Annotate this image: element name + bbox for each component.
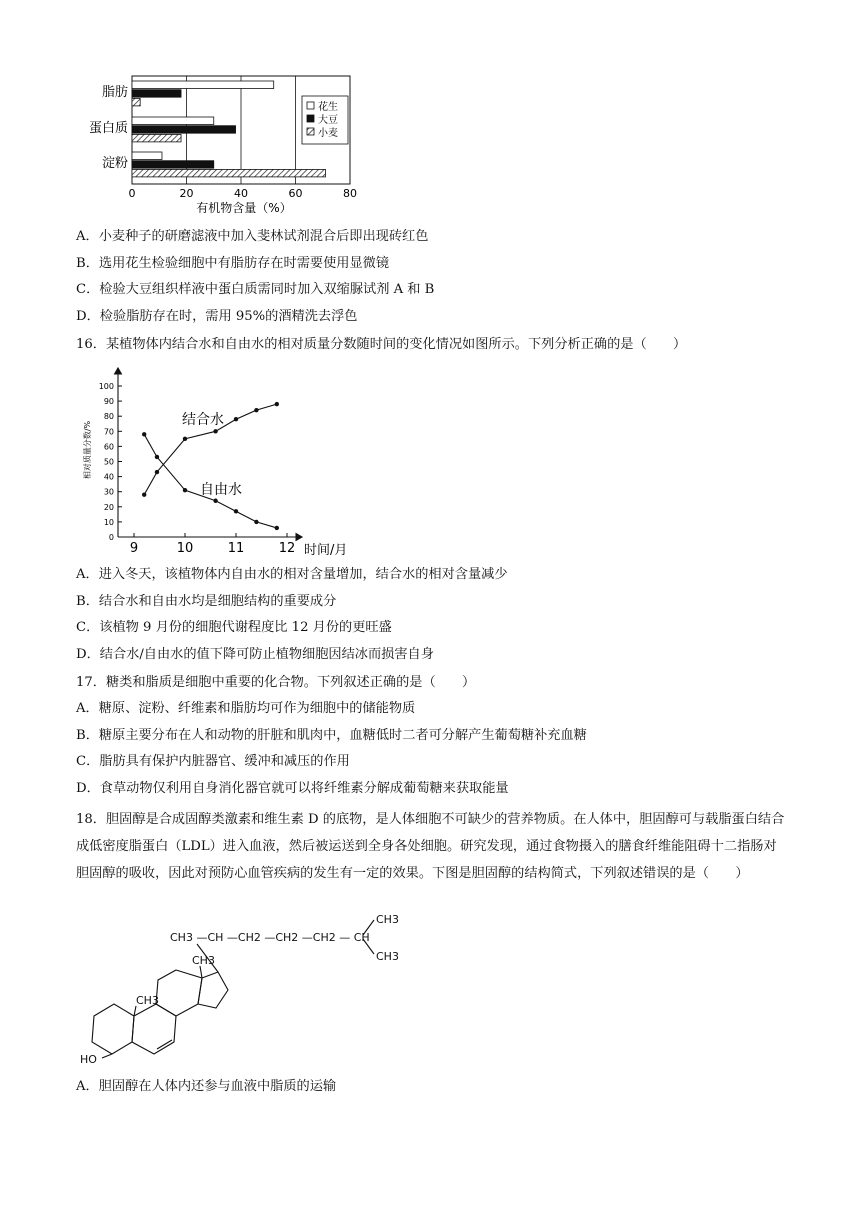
x-axis-label: 时间/月 <box>304 543 348 558</box>
y-tick-label: 100 <box>98 382 114 391</box>
question-16-stem: 16．某植物体内结合水和自由水的相对质量分数随时间的变化情况如图所示。下列分析正确的是（ ） <box>76 337 687 352</box>
q16-option-b: B．结合水和自由水均是细胞结构的重要成分 <box>76 593 337 609</box>
data-point <box>275 526 279 530</box>
bar-花生-蛋白质 <box>132 117 214 125</box>
legend-label: 小麦 <box>318 128 338 139</box>
x-tick-label: 9 <box>129 541 139 556</box>
question-18-text: 18．胆固醇是合成固醇类激素和维生素 D 的底物，是人体细胞不可缺少的营养物质。在人体中，胆固醇可与载脂蛋白结合成低密度脂蛋白（LDL）进入血液，然后被运送到全身各处细胞。研究发现，通过食物摄入的膳食纤维能阻碍十二指肠对胆固醇的吸收，因此对预防心血管疾病的发生有一定的效果。下图是胆固醇的结构简式，下列叙述错误的是（ ） <box>76 812 785 881</box>
y-tick-label: 90 <box>103 397 114 407</box>
legend-label: 花生 <box>318 102 338 113</box>
legend-swatch <box>307 115 314 122</box>
bar-大豆-淀粉 <box>132 161 214 169</box>
data-point <box>142 493 146 497</box>
q15-option-c: C．检验大豆组织样液中蛋白质需同时加入双缩脲试剂 A 和 B <box>76 282 435 298</box>
data-point <box>213 429 217 433</box>
y-tick-label: 50 <box>103 457 114 467</box>
data-point <box>155 470 159 474</box>
q16-option-a: A．进入冬天，该植物体内自由水的相对含量增加，结合水的相对含量减少 <box>76 567 508 582</box>
data-point <box>254 520 258 524</box>
water-content-line-chart <box>76 362 376 560</box>
bar-小麦-脂肪 <box>132 98 140 106</box>
y-tick-label: 10 <box>103 517 114 527</box>
question-18-stem <box>76 806 786 887</box>
category-label: 蛋白质 <box>88 121 128 136</box>
legend <box>302 96 348 144</box>
q15-option-d: D．检验脂肪存在时，需用 95%的酒精洗去浮色 <box>76 308 358 324</box>
q15-option-a: A．小麦种子的研磨滤液中加入斐林试剂混合后即出现砖红色 <box>76 229 429 244</box>
y-tick-label: 30 <box>103 487 114 497</box>
y-tick-label: 70 <box>103 427 114 437</box>
q17-option-a: A．糖原、淀粉、纤维素和脂肪均可作为细胞中的储能物质 <box>76 701 416 716</box>
y-tick-label: 60 <box>103 442 114 452</box>
q18-option-a: A．胆固醇在人体内还参与血液中脂质的运输 <box>76 1079 337 1094</box>
category-label: 淀粉 <box>101 156 128 171</box>
q17-option-b: B．糖原主要分布在人和动物的肝脏和肌肉中，血糖低时二者可分解产生葡萄糖补充血糖 <box>76 727 587 743</box>
legend-swatch <box>307 128 314 135</box>
data-point <box>234 417 238 421</box>
series-label-bound-water: 结合水 <box>182 412 224 428</box>
x-tick-label: 60 <box>288 187 303 200</box>
data-point <box>183 437 187 441</box>
legend-label: 大豆 <box>318 115 338 126</box>
legend-swatch <box>307 102 314 109</box>
x-tick-label: 40 <box>234 187 248 200</box>
q16-option-d: D．结合水/自由水的值下降可防止植物细胞因结冰而损害自身 <box>76 646 434 662</box>
organic-content-bar-chart <box>76 72 376 218</box>
bar-大豆-脂肪 <box>132 90 181 98</box>
y-tick-label: 0 <box>108 533 114 542</box>
side-chain-formula: CH3 —CH —CH2 —CH2 —CH2 — CH <box>170 931 370 944</box>
y-tick-label: 20 <box>103 502 114 512</box>
x-tick-label: 80 <box>343 187 357 200</box>
x-axis-label: 有机物含量（%） <box>196 201 292 215</box>
category-label: 脂肪 <box>101 85 128 100</box>
x-tick-label: 12 <box>278 541 296 556</box>
question-17-stem: 17．糖类和脂质是细胞中重要的化合物。下列叙述正确的是（ ） <box>76 675 476 690</box>
ch3-ring-a-label: CH3 <box>136 994 159 1007</box>
y-tick-label: 80 <box>103 412 114 422</box>
x-tick-label: 0 <box>128 187 136 200</box>
hydroxyl-label: HO <box>80 1053 97 1066</box>
series-label-free-water: 自由水 <box>200 482 242 498</box>
data-point <box>213 499 217 503</box>
bar-小麦-蛋白质 <box>132 134 181 142</box>
data-point <box>275 402 279 406</box>
q17-option-d: D．食草动物仅利用自身消化器官就可以将纤维素分解成葡萄糖来获取能量 <box>76 780 509 796</box>
ch3-ring-d-label: CH3 <box>192 954 215 967</box>
bar-花生-淀粉 <box>132 152 162 160</box>
data-point <box>254 408 258 412</box>
y-tick-label: 40 <box>103 472 114 482</box>
x-tick-label: 20 <box>179 187 194 200</box>
cholesterol-structure-diagram <box>76 908 416 1078</box>
bar-小麦-淀粉 <box>132 169 325 177</box>
data-point <box>155 455 159 459</box>
bar-花生-脂肪 <box>132 81 274 89</box>
y-axis-label: 相对质量分数/% <box>83 420 92 480</box>
data-point <box>183 488 187 492</box>
data-point <box>234 509 238 513</box>
ch3-top-label: CH3 <box>376 913 399 926</box>
x-tick-label: 11 <box>227 541 245 556</box>
x-tick-label: 10 <box>176 541 194 556</box>
q15-option-b: B．选用花生检验细胞中有脂肪存在时需要使用显微镜 <box>76 255 390 271</box>
bar-大豆-蛋白质 <box>132 126 236 134</box>
q16-option-c: C．该植物 9 月份的细胞代谢程度比 12 月份的更旺盛 <box>76 620 392 636</box>
q17-option-c: C．脂肪具有保护内脏器官、缓冲和减压的作用 <box>76 754 350 770</box>
ch3-bottom-label: CH3 <box>376 950 399 963</box>
data-point <box>142 432 146 436</box>
